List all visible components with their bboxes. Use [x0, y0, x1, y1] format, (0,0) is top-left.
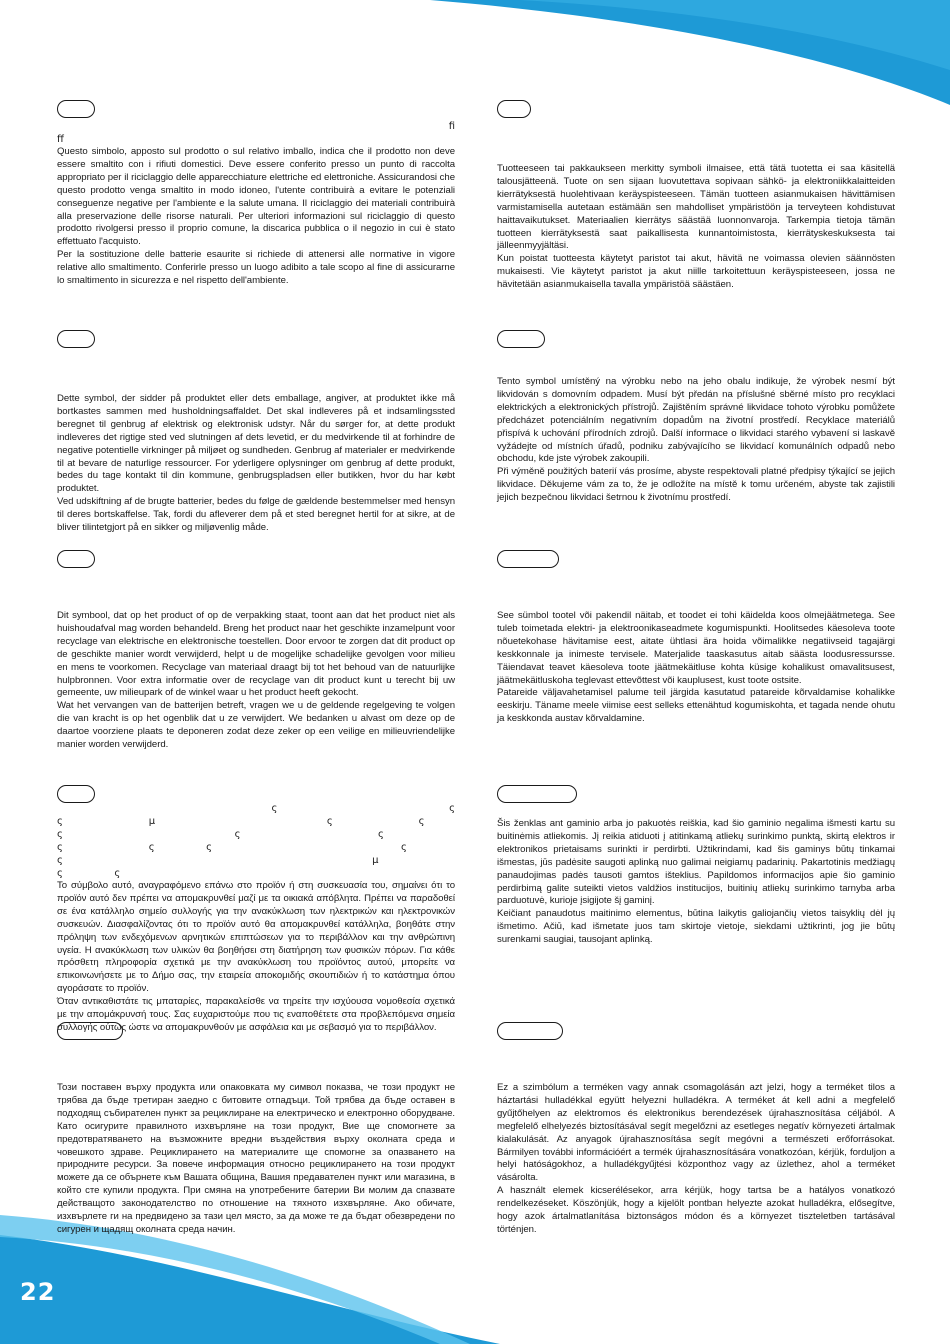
section-lithuanian [497, 785, 895, 947]
section-body-bg [57, 1082, 455, 1237]
paragraph-fi-2: Kun poistat tuotteesta käytetyt paristot tai akut, hävitä ne voimassa olevien säännösten mukaisesti. Vie käytetyt paristot ja akut niille tarkoitettuun keräyspisteeseen, jossa ne hävitetään asianmukaisella tavalla ympäristöä säästäen. [497, 253, 895, 291]
section-heading-el-1: ς ς [271, 803, 455, 814]
paragraph-lt-2: Keičiant panaudotus maitinimo elementus, būtina laikytis galiojančių vietos taisyklių dėl jų išmetimo. Ačiū, kad išmetate juos tam skirtoje vietoje, siekdami užtikrinti, jog jie būtų surenkami saugiai, tausojant aplinką. [497, 908, 895, 946]
section-dutch [57, 550, 455, 752]
section-body-hu [497, 1082, 895, 1237]
section-bulgarian [57, 1022, 455, 1237]
paragraph-fi-1: Tuotteeseen tai pakkaukseen merkitty symboli ilmaisee, että tätä tuotetta ei saa käsitellä talousjätteenä. Tuote on sen sijaan luovutettava sopivaan sähkö- ja elektroniikkalaitteiden kierrätyksestä huolehtivaan keräyspisteeseen. Tämän tuotteen asianmukaisen hävittämisen varmistamisella autetaan estämään sen mahdolliset ympäristöön ja terveyteen kohdistuvat haittavaikutukset. Materiaalien kierrätys säästää luonnonvaroja. Tarkempia tietoja tämän tuotteen kierrätyksestä saat paikallisesta kunnantoimistosta, kierrätyskeskuksesta tai jälleenmyyjältäsi. [497, 163, 895, 252]
language-badge-it [57, 100, 95, 118]
section-body-da [57, 393, 455, 535]
paragraph-bg-1: Този поставен върху продукта или опаковката му символ показва, че този продукт не трябва да бъде третиран заедно с битовите отпадъци. Той трябва да бъде оставен в подходящ събирателен пункт за рециклиране на електрическо и електронно оборудване. Като осигурите правилното изхвърляне на този продукт, Вие ще спомогнете за предотвратяването на възможните вредни въздействия върху околната среда и човешкото здраве. Рециклирането на материалите ще спомогне за опазването на природните ресурси. За повече информация относно рециклирането на този продукт можете да се обърнете към Вашата община, Вашия предавателен пункт или магазина, в който сте купили продукта. При смяна на употребените батерии Ви молим да спазвате действащото законодателство по отношение на тяхното изхвърляне. Ако обичате, изхвърлете ги на предвидено за тази цел място, за да може те да бъдат обезвредени по сигурен и щадящ околната среда начин. [57, 1082, 455, 1235]
language-badge-fi [497, 100, 531, 118]
paragraph-nl-1: Dit symbool, dat op het product of op de verpakking staat, toont aan dat het product niet als huishoudafval mag worden behandeld. Breng het product naar het geschikte inzamelpunt voor recyclage van elektrische en elektronische toestellen. Door ervoor te zorgen dat dit product op de geschikte manier wordt verwijderd, helpt u de mogelijke schadelijke gevolgen voor milieu en mens te voorkomen. Recyclage van materiaal draagt bij tot het behoud van de natuurlijke hulpbronnen. Voor extra informatie over de recyclage van dit product kunt u terecht bij uw gemeente, uw milieupark of de winkel waar u het product heeft gekocht. [57, 610, 455, 699]
paragraph-it-2: Per la sostituzione delle batterie esaurite si richiede di attenersi alle normative in vigore relative allo smaltimento. Conferirle presso un luogo adibito a tale scopo al fine di assicurarne lo smaltimento in sicurezza e nel rispetto dell'ambiente. [57, 249, 455, 287]
section-greek [57, 785, 551, 1035]
language-badge-cs [497, 330, 545, 348]
section-czech [497, 330, 895, 505]
section-body-lt [497, 818, 895, 947]
section-body-cs [497, 376, 895, 505]
paragraph-et-1: See sümbol tootel või pakendil näitab, et toodet ei tohi käidelda koos olmejäätmetega. See tuleb toimetada elektri- ja elektroonikaseadmete kogumispunkti. Hoolitsedes käesoleva toote nõuetekohase hävitamise eest, aitate ühtlasi ära hoida võimalikke negatiivseid tagajärgi keskkonnale ja inimeste tervisele. Materjalide taaskasutus aitab säästa loodusressursse. Täiendavat teavet käesoleva toote jäätmekäitluse kohta küsige kohalikust omavalitsusest, jäätmekäitluskoha teglevast ettevõttest või kauplusest, kust toote ostsite. [497, 610, 895, 686]
section-body-et [497, 610, 895, 726]
paragraph-lt-1: Šis ženklas ant gaminio arba jo pakuotės reiškia, kad šio gaminio negalima išmesti kartu su buitinėmis atliekomis. Jį reikia atiduoti į atitinkamą atliekų surinkimo punktą, skirtą elektros ir elektronikos prietaisams surinkti ir perdirbti. Užtikrindami, kad šis gaminys būtų tinkamai išmestas, jūs padėsite saugoti aplinką nuo galimai neigiamų padarinių. Pakartotinis medžiagų panaudojimas padės tausoti gamtos išteklius. Papildomos informacijos apie šio gaminio perdirbimą galite suteikti vietos valdžios institucijos, buitinių atliekų surinkimo tarnyba arba parduotuvė, kurioje įsigijote šį gaminį. [497, 818, 895, 907]
paragraph-nl-2: Wat het vervangen van de batterijen betreft, vragen we u de geldende regelgeving te volgen die van kracht is op het ogenblik dat u ze verwijdert. We bedanken u alvast om deze op de daartoe voorziene plaats te deponeren zodat deze zeker op een veilige en milieuvriendelijke manier worden verwijderd. [57, 700, 455, 751]
section-body-fi [497, 163, 895, 292]
language-badge-lt [497, 785, 577, 803]
section-body-el [57, 880, 455, 1035]
paragraph-it-1: Questo simbolo, apposto sul prodotto o sul relativo imballo, indica che il prodotto non deve essere smaltito con i rifiuti domestici. Deve essere conferito presso un punto di raccolta appropriato per il riciclaggio delle apparecchiature elettriche ed elettroniche. Assicurandosi che questo prodotto venga smaltito in modo idoneo, l'utente contribuirà a evitare le potenziali conseguenze negative per l'ambiente e la salute umana. Il riciclaggio dei materiali contribuirà alla preservazione delle risorse naturali. Per ulteriori informazioni sul riciclaggio di questo prodotto rivolgersi presso il proprio comune, la discarica pubblica o il negozio in cui è stato effettuato l'acquisto. [57, 146, 455, 248]
paragraph-da-1: Dette symbol, der sidder på produktet eller dets emballage, angiver, at produktet ikke må bortkastes sammen med husholdningsaffaldet. Det skal indleveres på et indsamlingssted beregnet til genbrug af elektrisk og elektronisk udstyr. Når du sørger for, at dette produkt indleveres det rigtige sted ved slutningen af dets levetid, er du medvirkende til at forhindre de negative potentielle virkninger på miljøet og sundheden. Genbrug af materialer er medvirkende til at bevare de naturlige ressourcer. For yderligere oplysninger om genbrug af dette produkt, bedes du tage kontakt til din kommune, genbrugspladsen eller butikken, hvor du har købt produktet. [57, 393, 455, 495]
language-badge-bg [57, 1022, 123, 1040]
language-badge-hu [497, 1022, 563, 1040]
section-body-nl [57, 610, 455, 752]
paragraph-et-2: Patareide väljavahetamisel palume teil järgida kasutatud patareide kõrvaldamise kohalikke eeskirju. Täname meele viimise eest selleks ettenähtud kogumiskohta, et tagada nende ohutu ja keskkonda austav kõrvaldamine. [497, 687, 895, 725]
paragraph-el-2: Όταν αντικαθιστάτε τις μπαταρίες, παρακαλείσθε να τηρείτε την ισχύουσα νομοθεσία σχετικά με την απομάκρυνσή τους. Σας ευχαριστούμε που τις εναποθέτετε στα προβλεπόμενα σημεία συλλογής ούτως ώστε να απομακρυνθούν με ασφάλεια και με σεβασμό για το περιβάλλον. [57, 996, 455, 1033]
section-danish [57, 330, 455, 535]
section-estonian [497, 550, 895, 726]
page-number: 22 [20, 1278, 56, 1306]
section-hungarian [497, 1022, 895, 1237]
section-heading-el-2: ς μ ς ς ς ς ς ς ς ς ς [57, 816, 522, 853]
paragraph-cs-2: Při výměně použitých baterií vás prosíme, abyste respektovali platné předpisy týkající se jejich likvidace. Děkujeme vám za to, že je odložíte na místě k tomu určeném, abyste tak zajistili jejich bezpečnou likvidaci šetrnou k životnímu prostředí. [497, 466, 895, 504]
paragraph-da-2: Ved udskiftning af de brugte batterier, bedes du følge de gældende bestemmelser med hensyn til deres bortskaffelse. Tak, fordi du afleverer dem på et sted beregnet hertil for at sikre, at de bliver tilintetgjort på en sikker og miljøvenlig måde. [57, 496, 455, 534]
paragraph-cs-1: Tento symbol umístěný na výrobku nebo na jeho obalu indikuje, že výrobek nesmí být likvidován s domovním odpadem. Musí být předán na příslušné sběrné místo pro recyklaci elektrických a elektronických přístrojů. Zajištěním správné likvidace tohoto výrobku pomůžete předcházet potenciálním negativním dopadům na životní prostředí. Recyklace materiálů přispívá k uchování přírodních zdrojů. Další informace o likvidaci starého vybavení si laskavě vyžádejte od místních úřadů, podniku zabývajícího se likvidací komunálních odpadů nebo obchodu, kde jste výrobek zakoupili. [497, 376, 895, 465]
section-italian [57, 100, 455, 288]
section-subheading-it: ff [57, 134, 64, 145]
language-badge-nl [57, 550, 95, 568]
paragraph-hu-2: A használt elemek kicserélésekor, arra kérjük, hogy tartsa be a hatályos vonatkozó rendelkezéseket. Köszönjük, hogy a kijelölt pontban helyezte azokat hulladékra, elősegítve, hogy azok ártalmatlanítása biztonságos módon és a környezet tiszteletben tartásával történjen. [497, 1185, 895, 1235]
section-body-it [57, 146, 455, 288]
language-badge-el [57, 785, 95, 803]
header-wave-decoration [0, 0, 950, 110]
paragraph-el-1: Το σύμβολο αυτό, αναγραφόμενο επάνω στο προϊόν ή στη συσκευασία του, σημαίνει ότι το προϊόν αυτό δεν πρέπει να απομακρυνθεί μαζί με τα οικιακά απόβλητα. Πρέπει να παραδοθεί σε ένα κατάλληλο σημείο συλλογής για την ανακύκλωση των ηλεκτρικών και ηλεκτρονικών συσκευών. Διασφαλίζοντας ότι το προϊόν αυτό θα απομακρυνθεί κατάλληλα, βοηθάτε στην πρόληψη των ενδεχόμενων αρνητικών επιπτώσεων για το περιβάλλον και την ανθρώπινη υγεία. Η ανακύκλωση των υλικών θα βοηθήσει στη διατήρηση των φυσικών πόρων. Για κάθε πρόσθετη πληροφορία σχετικά με την ανακύκλωση του προϊόντος αυτού, μπορείτε να επικοινωνήσετε με το Δήμο σας, την εταιρεία αποκομιδής σκουπιδιών ή το κατάστημα όπου αγοράσατε το προϊόν. [57, 880, 455, 995]
section-finnish [497, 100, 895, 292]
paragraph-hu-1: Ez a szimbólum a terméken vagy annak csomagolásán azt jelzi, hogy a terméket tilos a háztartási hulladékkal együtt helyezni hulladékra. A terméket át kell adni a megfelelő gyűjtőhelyen az elektromos és elektronikus berendezések újrahasznosítása céljából. A megfelelő elhelyezés biztosításával segít megelőzni az esetleges negatív környezeti ártalmak kialakulását. Az anyagok újrahasznosítása segít megóvni a természeti erőforrásokat. Bármilyen további információért a termék újrahasznosítására vonatkozóan, kérjük, forduljon a helyi hatóságokhoz, a hulladékgyűjtési központhoz vagy az üzlethez, ahol a terméket vásárolta. [497, 1082, 895, 1184]
language-badge-da [57, 330, 95, 348]
section-heading-el-3: ς μ ς ς [57, 855, 551, 879]
section-heading-it: fi [448, 121, 455, 132]
language-badge-et [497, 550, 559, 568]
